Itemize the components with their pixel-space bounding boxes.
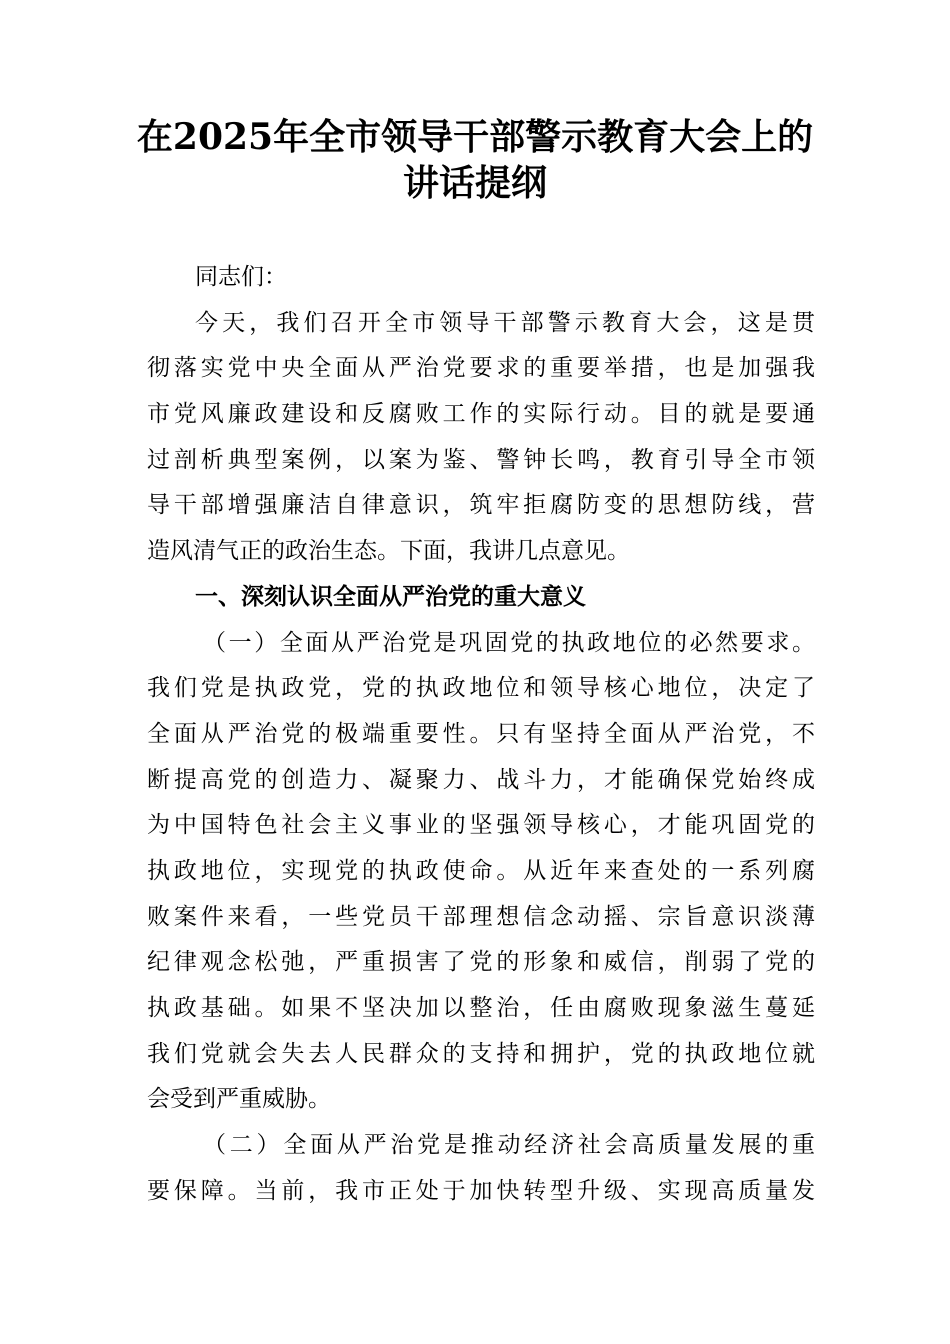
document-body	[147, 255, 815, 1214]
subsection-1-line: 全面从严治党的极端重要性。只有坚持全面从严治党，不	[147, 720, 815, 747]
intro-line: 导干部增强廉洁自律意识，筑牢拒腐防变的思想防线，营	[147, 492, 815, 519]
section-heading: 一、深刻认识全面从严治党的重大意义	[195, 583, 586, 610]
intro-line: 造风清气正的政治生态。下面，我讲几点意见。	[147, 538, 630, 565]
subsection-1-line: 断提高党的创造力、凝聚力、战斗力，才能确保党始终成	[147, 766, 815, 793]
subsection-1-line: 纪律观念松弛，严重损害了党的形象和威信，削弱了党的	[147, 949, 815, 976]
document-title-line-1: 在2025年全市领导干部警示教育大会上的	[136, 116, 814, 158]
subsection-1-line: 会受到严重威胁。	[147, 1086, 331, 1113]
subsection-1-line: 我们党就会失去人民群众的支持和拥护，党的执政地位就	[147, 1040, 815, 1067]
salutation: 同志们：	[195, 264, 287, 290]
intro-line: 今天，我们召开全市领导干部警示教育大会，这是贯	[195, 309, 815, 336]
subsection-1-line: 为中国特色社会主义事业的坚强领导核心，才能巩固党的	[147, 812, 815, 839]
document-title-line-2: 讲话提纲	[402, 162, 547, 204]
intro-line: 彻落实党中央全面从严治党要求的重要举措，也是加强我	[147, 355, 815, 382]
subsection-2-line: （二）全面从严治党是推动经济社会高质量发展的重	[203, 1132, 815, 1159]
subsection-1-line: 我们党是执政党，党的执政地位和领导核心地位，决定了	[147, 675, 815, 702]
subsection-1-line: （一）全面从严治党是巩固党的执政地位的必然要求。	[203, 629, 815, 656]
subsection-1-line: 执政地位，实现党的执政使命。从近年来查处的一系列腐	[147, 857, 815, 884]
intro-line: 市党风廉政建设和反腐败工作的实际行动。目的就是要通	[147, 401, 815, 428]
intro-line: 过剖析典型案例，以案为鉴、警钟长鸣，教育引导全市领	[147, 446, 815, 473]
subsection-2-line: 要保障。当前，我市正处于加快转型升级、实现高质量发	[147, 1177, 815, 1204]
subsection-1-line: 败案件来看，一些党员干部理想信念动摇、宗旨意识淡薄	[147, 903, 815, 930]
subsection-1-line: 执政基础。如果不坚决加以整治，任由腐败现象滋生蔓延	[147, 995, 815, 1021]
